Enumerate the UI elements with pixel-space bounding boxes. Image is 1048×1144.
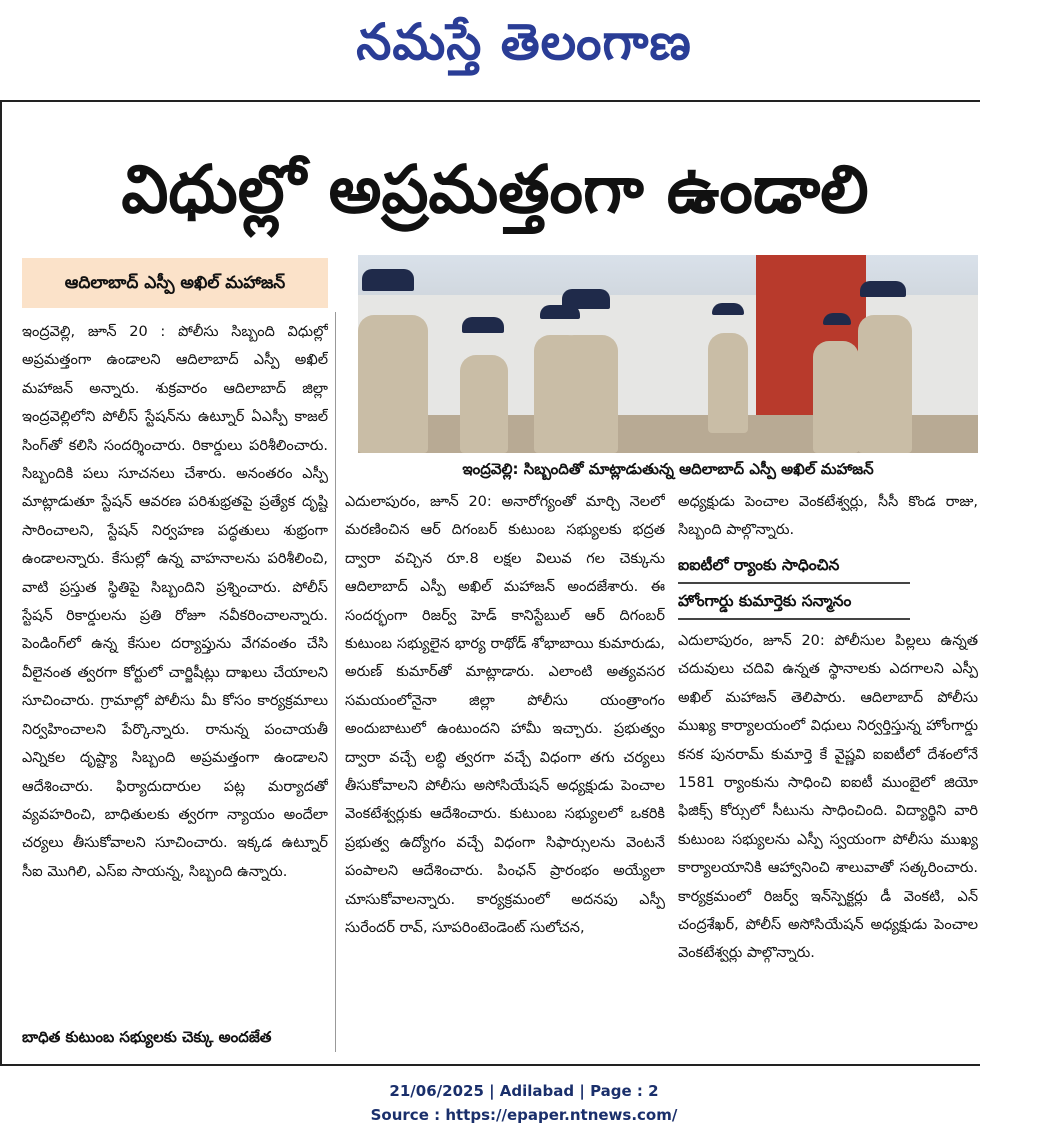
photo-officer-cap bbox=[362, 269, 414, 291]
headline: విధుల్లో అప్రమత్తంగా ఉండాలి bbox=[121, 151, 869, 228]
article-paragraph: ఎదులాపురం, జూన్ 20: పోలీసుల పిల్లలు ఉన్నత చదువులు చదివి ఉన్నత స్థానాలకు ఎదగాలని ఎస్పీ అఖిల్ మహాజన్ తెలిపారు. ఆదిలాబాద్ పోలీసు ముఖ్య కార్యాలయంలో విధులు నిర్వర్తిస్తున్న హోంగార్డు కనక పునరామ్ కుమార్తె కే వైష్ణవి ఐఐటీలో దేశంలోనే 1581 ర్యాంకును సాధించి ఐఐటీ ముంబైలో జియో ఫిజిక్స్ కోర్సులో సీటును సాధించింది. విద్యార్థిని వారి కుటుంబ సభ్యులను ఎస్పీ స్వయంగా పోలీసు ముఖ్య కార్యాలయానికి ఆహ్వానించి శాలువాతో సత్కరించారు. కార్యక్రమంలో రిజర్వ్ ఇన్‌స్పెక్టర్లు డీ వెంకటి, ఎన్ చంద్రశేఖర్, పోలీస్ అసోసియేషన్ అధ్యక్షుడు పెంచాల వెంకటేశ్వర్లు పాల్గొన్నారు. bbox=[678, 633, 978, 962]
byline-box: ఆదిలాబాద్ ఎస్పీ అఖిల్ మహాజన్ bbox=[22, 258, 328, 308]
article-body-3 bbox=[678, 627, 978, 1052]
subheading-line: ఐఐటీలో ర్యాంకు సాధించిన bbox=[678, 548, 910, 584]
photo-officer bbox=[858, 315, 912, 453]
photo-officer bbox=[460, 355, 508, 453]
article-body-1 bbox=[22, 318, 328, 1018]
bottom-divider bbox=[0, 1064, 980, 1066]
left-border bbox=[0, 100, 2, 1066]
column-divider bbox=[335, 312, 336, 1052]
photo-officer-cap bbox=[712, 303, 744, 315]
photo-caption: ఇంద్రవెల్లి: సిబ్బందితో మాట్లాడుతున్న ఆదిలాబాద్ ఎస్పీ అఖిల్ మహాజన్ bbox=[462, 460, 874, 478]
photo-officer-cap bbox=[823, 313, 851, 325]
masthead-logo: నమస్తే తెలంగాణ bbox=[356, 12, 692, 71]
subheading-line: హోంగార్డు కుమార్తెకు సన్మానం bbox=[678, 584, 910, 620]
article-paragraph: ఎదులాపురం, జూన్ 20: అనారోగ్యంతో మార్చి నెలలో మరణించిన ఆర్ దిగంబర్ కుటుంబ సభ్యులకు భద్రత ద్వారా వచ్చిన రూ.8 లక్షల విలువ గల చెక్కును ఆదిలాబాద్ ఎస్పీ అఖిల్ మహాజన్ అందజేశారు. ఈ సందర్భంగా రిజర్వ్ హెడ్ కానిస్టేబుల్ ఆర్ దిగంబర్ కుటుంబ సభ్యులైన భార్య రాథోడ్ శోభాబాయి కుమారుడు, అరుణ్ కుమార్‌తో మాట్లాడారు. ఎలాంటి అత్యవసర సమయంలోనైనా జిల్లా పోలీసు యంత్రాంగం అందుబాటులో ఉంటుందని హామీ ఇచ్చారు. ప్రభుత్వం ద్వారా వచ్చే లబ్ధి త్వరగా వచ్చే విధంగా తగు చర్యలు తీసుకోవాలని పోలీసు అసోసియేషన్ అధ్యక్షుడు పెంచాల వెంకటేశ్వర్లుకు ఆదేశించారు. కుటుంబ సభ్యులలో ఒకరికి ప్రభుత్వ ఉద్యోగం వచ్చే విధంగా సిఫార్సులను వెంటనే పంపాలని ఆదేశించారు. పింఛన్ ప్రారంభం అయ్యేలా చూసుకోవాలన్నారు. కార్యక్రమంలో అదనపు ఎస్పీ సురేందర్ రావ్, సూపరింటెండెంట్ సులోచన, bbox=[345, 494, 665, 937]
subheading-cheque: బాధిత కుటుంబ సభ్యులకు చెక్కు అందజేత bbox=[22, 1028, 272, 1046]
photo-officer bbox=[708, 333, 748, 433]
photo-officer-cap bbox=[860, 281, 906, 297]
footer-date-edition: 21/06/2025 | Adilabad | Page : 2 bbox=[389, 1082, 659, 1100]
photo-officer bbox=[358, 315, 428, 453]
article-body-2 bbox=[345, 488, 665, 1048]
footer-source: Source : https://epaper.ntnews.com/ bbox=[370, 1106, 678, 1124]
photo-officer-cap bbox=[562, 289, 610, 309]
top-divider bbox=[0, 100, 980, 102]
subheading-iit-rank bbox=[678, 548, 910, 620]
article-paragraph: అధ్యక్షుడు పెంచాల వెంకటేశ్వర్లు, సీసీ కొండ రాజు, సిబ్బంది పాల్గొన్నారు. bbox=[678, 494, 978, 539]
article-body-2-continued bbox=[678, 488, 978, 542]
article-paragraph: ఇంద్రవెల్లి, జూన్ 20 : పోలీసు సిబ్బంది విధుల్లో అప్రమత్తంగా ఉండాలని ఆదిలాబాద్ ఎస్పీ అఖిల్ మహాజన్ అన్నారు. శుక్రవారం ఆదిలాబాద్ జిల్లా ఇంద్రవెల్లిలోని పోలీస్ స్టేషన్‌ను ఉట్నూర్ ఏఎస్పీ కాజల్ సింగ్‌తో కలిసి సందర్శించారు. రికార్డులు పరిశీలించారు. సిబ్బందికి పలు సూచనలు చేశారు. అనంతరం ఎస్పీ మాట్లాడుతూ స్టేషన్ ఆవరణ పరిశుభ్రతపై ప్రత్యేక దృష్టి సారించాలని, స్టేషన్ నిర్వహణ పద్ధతులు శుభ్రంగా ఉండాలన్నారు. కేసుల్లో ఉన్న వాహనాలను పరిశీలించి, వాటి ప్రస్తుత స్థితిపై సిబ్బందిని ప్రశ్నించారు. పోలీస్ స్టేషన్ రికార్డులను ప్రతి రోజూ నవీకరించాలన్నారు. పెండింగ్‌లో ఉన్న కేసుల దర్యాప్తును వేగవంతం చేసి వీలైనంత త్వరగా కోర్టులో చార్జిషీట్లు దాఖలు చేయాలని సూచించారు. గ్రామాల్లో పోలీసు మీ కోసం కార్యక్రమాలు నిర్వహించాలని పేర్కొన్నారు. రానున్న పంచాయతీ ఎన్నికల దృష్ట్యా సిబ్బంది అప్రమత్తంగా ఉండాలని ఆదేశించారు. ఫిర్యాదుదారుల పట్ల మర్యాదతో వ్యవహరించి, బాధితులకు త్వరగా న్యాయం అందేలా చర్యలు తీసుకోవాలని సూచించారు. ఇక్కడ ఉట్నూర్ సీఐ మొగిలి, ఎస్ఐ సాయన్న, సిబ్బంది ఉన్నారు. bbox=[22, 324, 328, 880]
news-photo bbox=[358, 255, 978, 453]
photo-officer bbox=[558, 335, 618, 453]
photo-officer-cap bbox=[462, 317, 504, 333]
photo-officer bbox=[813, 341, 859, 453]
